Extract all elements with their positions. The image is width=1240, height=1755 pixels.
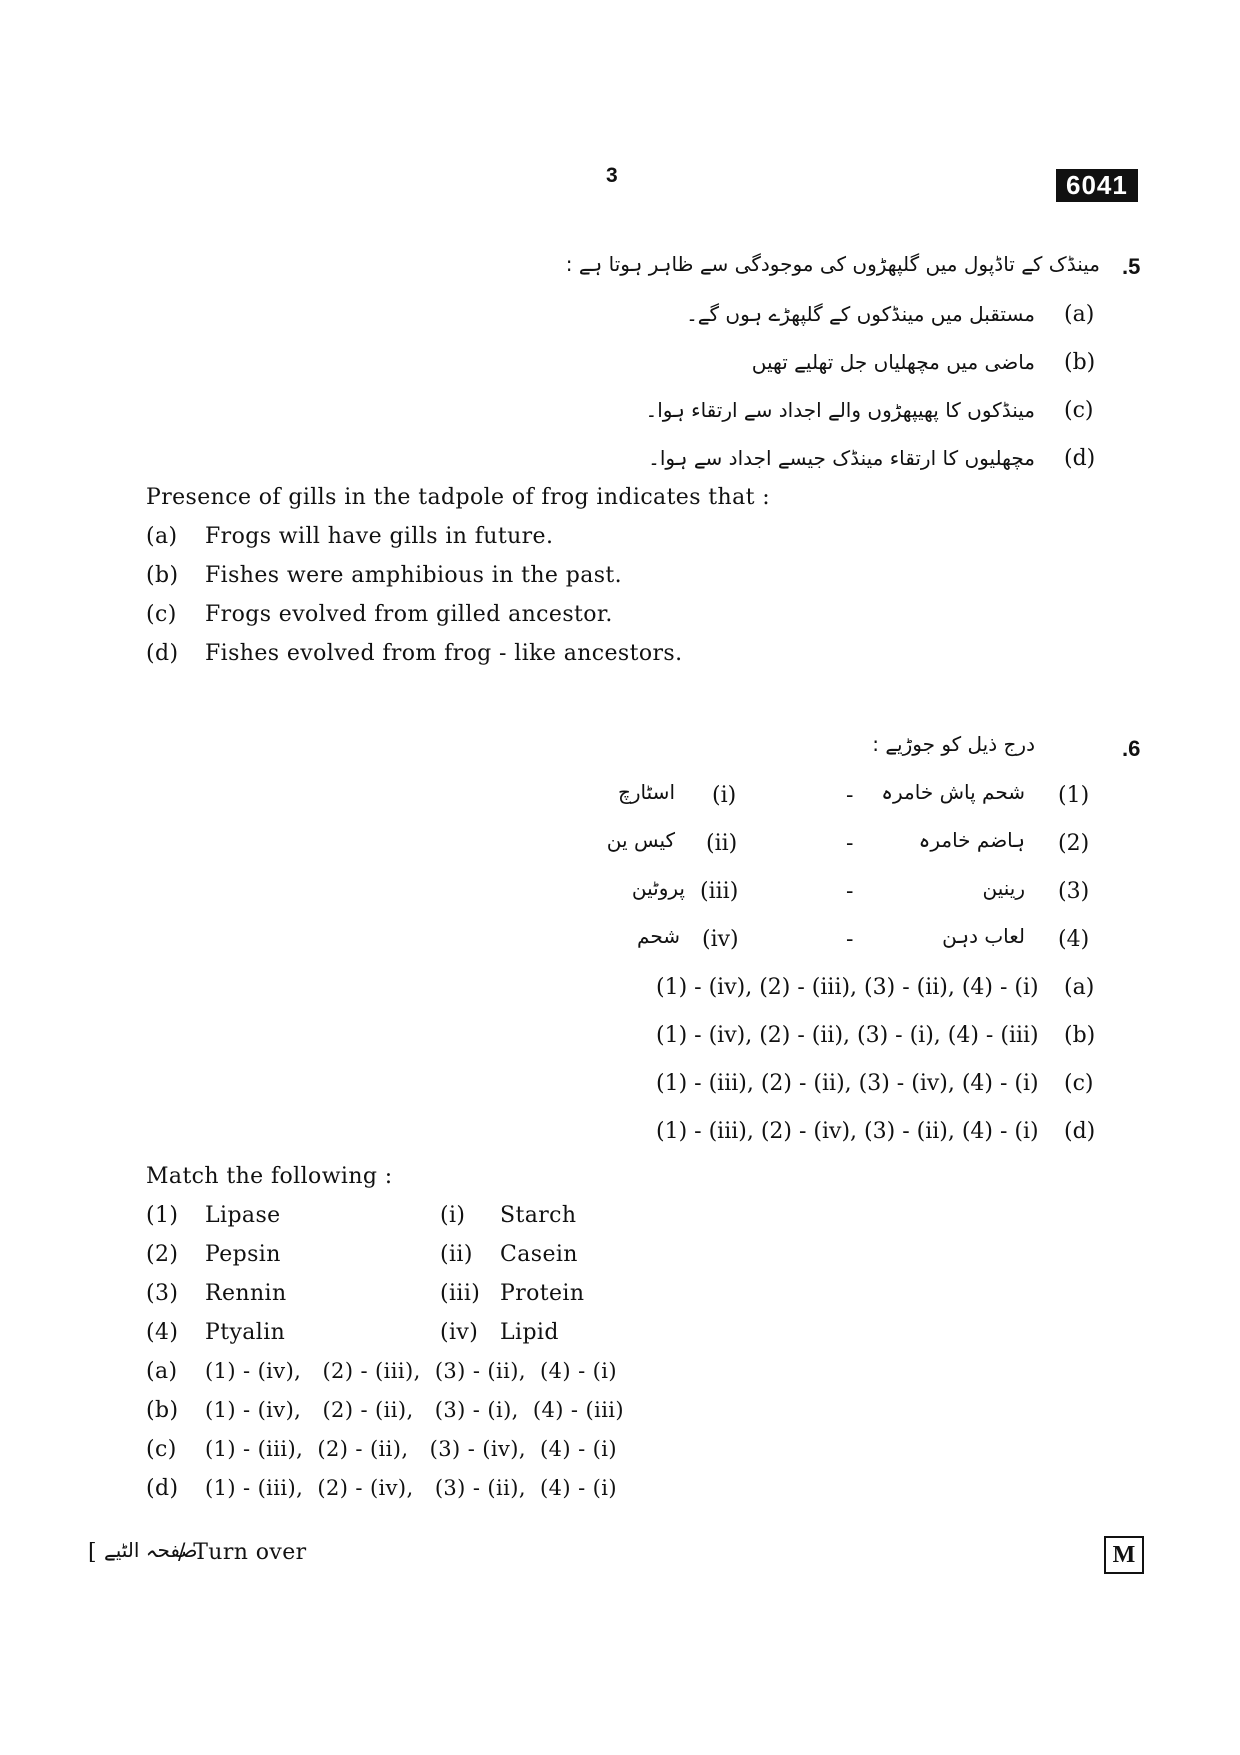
q6-pair-left: Ptyalin — [205, 1320, 286, 1345]
q6-urdu-pair-dash: - — [846, 783, 854, 808]
q6-urdu-pair-roman: (iii) — [700, 879, 739, 904]
q6-pair-num: (2) — [146, 1242, 179, 1267]
q5-urdu-option-label: (c) — [1064, 398, 1094, 423]
q6-pair-right: Protein — [500, 1281, 585, 1306]
q6-urdu-pair-left: رینین — [982, 876, 1025, 900]
q5-urdu-question: مینڈک کے تاڈپول میں گلپھڑوں کی موجودگی سے ظاہر ہوتا ہے : — [565, 252, 1100, 276]
q6-option-label: (a) — [146, 1359, 178, 1384]
series-mark: M — [1104, 1536, 1144, 1574]
q6-pair-num: (3) — [146, 1281, 179, 1306]
footer-bracket: [ — [88, 1540, 97, 1565]
q5-urdu-option-label: (d) — [1064, 446, 1096, 471]
q6-english-question: Match the following : — [146, 1164, 393, 1189]
q6-pair-roman: (ii) — [440, 1242, 473, 1267]
q6-pair-roman: (iv) — [440, 1320, 479, 1345]
q6-pair-left: Lipase — [205, 1203, 281, 1228]
q6-option-text: (1) - (iii), (2) - (ii), (3) - (iv), (4) - (i) — [205, 1437, 617, 1461]
q6-option-text: (1) - (iv), (2) - (ii), (3) - (i), (4) - (iii) — [205, 1398, 625, 1422]
q5-urdu-option-text: مستقبل میں مینڈکوں کے گلپھڑے ہوں گے۔ — [686, 302, 1035, 326]
q5-option-label: (b) — [146, 563, 179, 588]
q6-option-label: (c) — [146, 1437, 177, 1462]
q6-urdu-pair-num: (1) — [1058, 783, 1090, 808]
q6-urdu-pair-num: (3) — [1058, 879, 1090, 904]
q6-pair-left: Rennin — [205, 1281, 287, 1306]
q6-pair-right: Starch — [500, 1203, 577, 1228]
q6-urdu-pair-dash: - — [846, 831, 854, 856]
q6-pair-roman: (i) — [440, 1203, 466, 1228]
q6-urdu-pair-dash: - — [846, 927, 854, 952]
q6-urdu-pair-right: پروٹین — [631, 876, 685, 900]
q5-option-label: (c) — [146, 602, 177, 627]
q6-urdu-option-text: (1) - (iv), (2) - (iii), (3) - (ii), (4) - (i) — [656, 975, 1039, 1000]
q6-urdu-pair-roman: (iv) — [702, 927, 739, 952]
q6-urdu-option-label: (a) — [1064, 975, 1095, 1000]
q6-urdu-pair-num: (2) — [1058, 831, 1090, 856]
q6-urdu-pair-right: کیس ین — [606, 828, 675, 852]
footer-turn-over: / Turn over — [178, 1540, 307, 1565]
q6-urdu-option-label: (d) — [1064, 1119, 1096, 1144]
q6-option-label: (b) — [146, 1398, 179, 1423]
q6-urdu-pair-right: شحم — [637, 924, 680, 948]
q6-urdu-pair-dash: - — [846, 879, 854, 904]
q6-option-text: (1) - (iii), (2) - (iv), (3) - (ii), (4) - (i) — [205, 1476, 617, 1500]
q5-number: .5 — [1122, 254, 1141, 279]
q6-urdu-option-label: (c) — [1064, 1071, 1094, 1096]
q6-urdu-pair-roman: (ii) — [706, 831, 738, 856]
q5-option-text: Frogs evolved from gilled ancestor. — [205, 602, 613, 627]
page-number: 3 — [606, 164, 618, 187]
q6-urdu-pair-right: اسٹارچ — [617, 780, 675, 804]
q5-option-label: (d) — [146, 641, 179, 666]
q5-urdu-option-text: مینڈکوں کا پھیپھڑوں والے اجداد سے ارتقاء ہوا۔ — [645, 398, 1035, 422]
q6-pair-roman: (iii) — [440, 1281, 481, 1306]
q5-option-text: Fishes evolved from frog - like ancestors. — [205, 641, 683, 666]
q6-urdu-option-text: (1) - (iv), (2) - (ii), (3) - (i), (4) - (iii) — [656, 1023, 1039, 1048]
q5-urdu-option-label: (a) — [1064, 302, 1095, 327]
q6-urdu-option-label: (b) — [1064, 1023, 1096, 1048]
q5-urdu-option-text: مچھلیوں کا ارتقاء مینڈک جیسے اجداد سے ہوا۔ — [648, 446, 1035, 470]
q6-pair-left: Pepsin — [205, 1242, 281, 1267]
q6-pair-num: (1) — [146, 1203, 179, 1228]
q6-option-label: (d) — [146, 1476, 179, 1501]
paper-code: 6041 — [1056, 169, 1138, 202]
q5-option-label: (a) — [146, 524, 178, 549]
q6-urdu-option-text: (1) - (iii), (2) - (ii), (3) - (iv), (4) - (i) — [656, 1071, 1039, 1096]
q5-option-text: Fishes were amphibious in the past. — [205, 563, 623, 588]
q5-urdu-option-text: ماضی میں مچھلیاں جل تھلیے تھیں — [751, 350, 1035, 374]
q6-pair-num: (4) — [146, 1320, 179, 1345]
q6-option-text: (1) - (iv), (2) - (iii), (3) - (ii), (4) - (i) — [205, 1359, 617, 1383]
q6-pair-right: Lipid — [500, 1320, 559, 1345]
q6-urdu-pair-num: (4) — [1058, 927, 1090, 952]
q6-urdu-option-text: (1) - (iii), (2) - (iv), (3) - (ii), (4) - (i) — [656, 1119, 1039, 1144]
footer-urdu-turn: صفحہ الٹیے — [104, 1538, 198, 1562]
q6-number: .6 — [1122, 736, 1141, 761]
q6-urdu-pair-left: لعاب دہن — [942, 924, 1025, 948]
q6-urdu-pair-roman: (i) — [712, 783, 737, 808]
q5-urdu-option-label: (b) — [1064, 350, 1096, 375]
q5-option-text: Frogs will have gills in future. — [205, 524, 554, 549]
q6-pair-right: Casein — [500, 1242, 578, 1267]
q6-urdu-pair-left: شحم پاش خامرہ — [881, 780, 1025, 804]
q6-urdu-question: درج ذیل کو جوڑیے : — [872, 732, 1035, 756]
q6-urdu-pair-left: ہاضم خامرہ — [918, 828, 1025, 852]
q5-english-question: Presence of gills in the tadpole of frog indicates that : — [146, 485, 771, 510]
